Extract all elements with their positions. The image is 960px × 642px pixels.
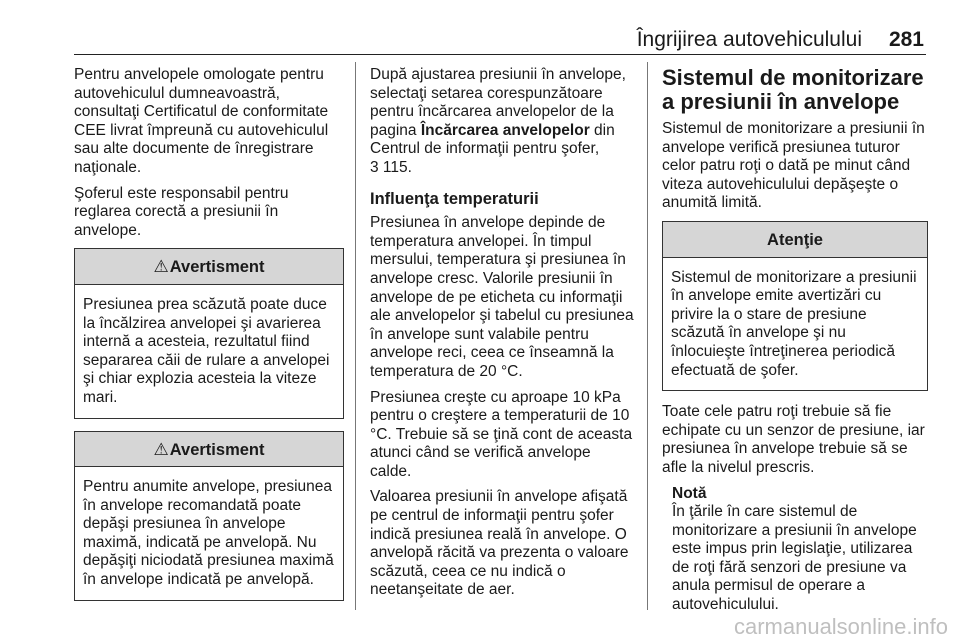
warning-box-header [75,432,343,468]
warning-title: Avertisment [169,258,265,277]
note-block [672,485,928,615]
text-run: După ajustarea presiunii în anvelope, selectaţi setarea corespunzătoare pentru încărcarea anvelopelor de la pagina [370,66,626,139]
menu-reference: Încărcarea anvelopelor [420,121,590,139]
paragraph: Valoarea presiunii în anvelope afişată pe centrul de informaţii pentru şofer indică presiunea reală în anvelope. O anvelopă răcită va prezenta o valoare scăzută, ceea ce nu indică o neetanşeitate de aer. [370,488,629,599]
paragraph: Sistemul de monitorizare a presiunii în anvelope verifică presiunea tuturor celor patru roţi o dată pe minut când viteza autovehiculului depăşeşte o anumită limită. [662,120,925,212]
page-reference-link[interactable]: 3 115. [370,158,412,176]
warning-triangle-icon: ⚠ [153,257,169,277]
caution-box-header: Atenţie [663,222,927,258]
page-number: 281 [888,28,924,51]
paragraph: Pentru anvelopele omologate pentru autovehiculul dumneavoastră, consultaţi Certificatul de conformitate CEE livrat împreună cu autovehiculul sau alte documente de înregistrare naţionale. [74,66,329,176]
warning-text: Pentru anumite anvelope, presiunea în anvelope recomandată poate depăşi presiunea în anvelope maximă, indicată pe anvelopă. Nu depăşiţi niciodată presiunea maximă în anvelope indicată pe anvelopă. [83,478,334,589]
column-divider [647,62,648,610]
note-text: În ţările în care sistemul de monitorizare a presiunii în anvelope este impus prin legislaţie, utilizarea de roţi fără senzori de presiune va anula permisul de operare a autovehiculului. [672,503,917,614]
warning-text: Presiunea prea scăzută poate duce la încălzirea anvelopei şi avarierea internă a acesteia, rezultatul fiind separarea căii de rulare a anvelopei şi chiar explozia acesteia la viteze mari. [83,295,330,406]
page-title: Îngrijirea autovehiculului [636,28,862,51]
section-title: Sistemul de monitorizare a presiunii în anvelope [662,65,924,114]
paragraph: Toate cele patru roţi trebuie să fie echipate cu un senzor de presiune, iar presiunea în anvelope trebuie să se afle la nivelul prescris. [662,403,925,476]
paragraph: Şoferul este responsabil pentru reglarea corectă a presiunii în anvelope. [74,184,289,239]
warning-box [74,248,344,418]
paragraph [370,66,634,178]
section-heading: Influenţa temperaturii [370,189,539,208]
text-run: din Centrul de informaţii pentru şofer, [370,121,615,158]
warning-title: Avertisment [169,440,265,459]
watermark: carmanualsonline.info [733,614,948,639]
note-title: Notă [672,484,707,502]
caution-box [662,221,928,391]
column-divider [355,62,356,610]
warning-box [74,431,344,601]
page-header [74,26,926,55]
column-middle [370,66,634,607]
caution-text: Sistemul de monitorizare a presiunii în anvelope emite avertizări cu privire la o stare de presiune scăzută în anvelope şi nu înlocuieşte întreţinerea periodică efectuată de şofer. [671,268,917,379]
paragraph: Presiunea în anvelope depinde de temperatura anvelopei. În timpul mersului, temperatura şi presiunea în anvelope cresc. Valorile presiunii în anvelope de pe eticheta cu informaţii ale anvelopelor şi tabelul cu presiunea în anvelope sunt valabile pentru anvelope reci, ceea ce înseamnă la temperatura de 20 °C. [370,214,634,380]
warning-box-header [75,249,343,285]
column-left [74,66,344,613]
warning-triangle-icon: ⚠ [153,439,169,459]
paragraph: Presiunea creşte cu aproape 10 kPa pentru o creştere a temperaturii de 10 °C. Trebuie să se ţină cont de aceasta atunci când se verifică anvelope calde. [370,388,633,480]
column-right [662,66,928,615]
